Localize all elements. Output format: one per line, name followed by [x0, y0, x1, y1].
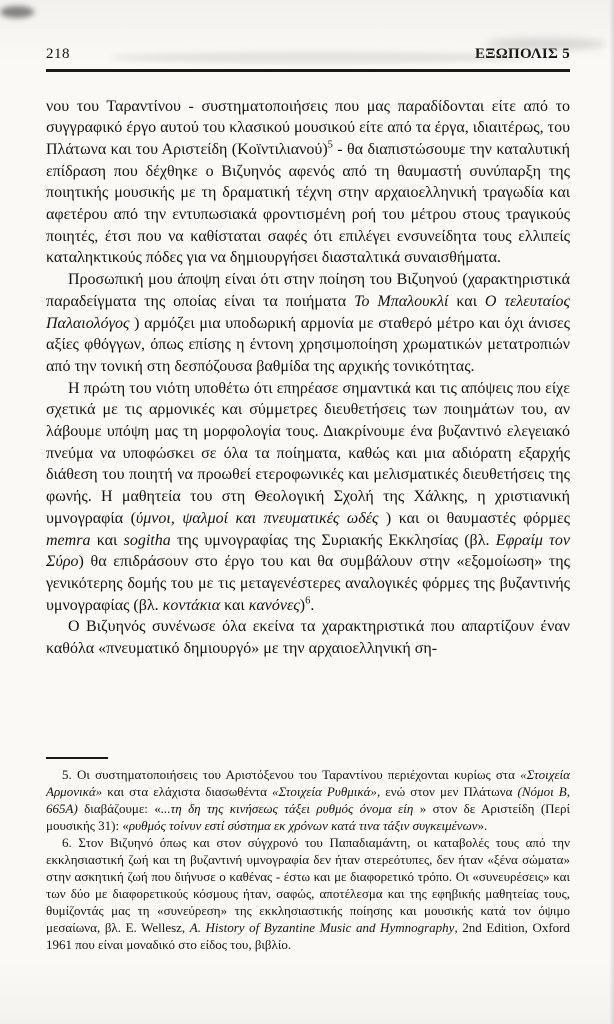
- paragraph: Η πρώτη του νιότη υποθέτω ότι επηρέασε σημαντικά και τις απόψεις που είχε σχετικά με τις αρμονικές και σύμμετρες διευθετήσεις των ποιημάτων του, αν λάβουμε υπόψη μας τη μορφολογία τους. Διακρίνουμε ένα βυζαντινό ελεγειακό πνεύμα να υποφώσκει σε όλα τα ποίηματα, καθώς και μια αδιόρατη εξαρχής διάθεση του ποιητή να προωθεί ετεροφωνικές και μελισματικές διευθετήσεις της φωνής. Η μαθητεία του στη Θεολογική Σχολή της Χάλκης, η χριστιανική υμνογραφία (ύμνοι, ψαλμοί και πνευματικές ωδές ) και οι θαυμαστές φόρμες memra και sogitha της υμνογραφίας της Συριακής Εκκλησίας (βλ. Εφραίμ τον Σύρο) θα επιδράσουν στο έργο του και θα συμβάλουν στην «εξομοίωση» της γενικότερης δομής του με τις μεταγενέστερες αναλογικές φόρμες της βυζαντινής υμνογραφίας (βλ. κοντάκια και κανόνες)$^6$.: [46, 379, 570, 614]
- footnotes-list: [46, 766, 570, 953]
- paragraph: 6. Στον Βιζυηνό όπως και στον σύγχρονό του Παπαδιαμάντη, οι καταβολές τους από την εκκλησιαστική ζωή και τη βυζαντινή υμνογραφία δεν ήταν στερεότυπες, δεν ήταν «ξένα σώματα» στην ασκητική ζωή που διήνυσε ο καθένας - έστω και με διαφορετικό τρόπο. Οι «συνευρέσεις» και των δύο με διαφορετικούς κόσμους ήταν, σαφώς, αποτέλεσμα και της εφηβικής μαθητείας τους, θυμίζοντάς μας τη «συνεύρεση» της εκκλησιαστικής ποίησης και μουσικής κατά τον όψιμο μεσαίωνα, βλ. E. Wellesz, A. History of Byzantine Music and Hymnography, 2nd Edition, Oxford 1961 που είναι μοναδικό στο είδος του, βιβλίο.: [46, 834, 570, 952]
- page-header: [46, 44, 570, 64]
- paragraph: νου του Ταραντίνου - συστηματοποιήσεις που μας παραδίδονται είτε από το συγγραφικό έργο αυτού του κλασικού μουσικού είτε από τα έργα, ιδιαιτέρως, του Πλάτωνα και του Αριστείδη $(Koϊ\nu\tau\iota\lambda\iota\alpha\nu oύ)^5$ - θα διαπιστώσουμε την καταλυτική επίδραση που δέχθηκε ο Βιζυηνός αφενός από τη θαυμαστή συνύπαρξη της ποιητικής μουσικής με τη δραματική τέχνη στην αρχαιοελληνική τραγωδία και αφετέρου από την εντυπωσιακά φροντισμένη ροή του μέτρου στους τραγικούς ποιητές, έτσι που να καθίσταται σαφές ότι επιλέγει ενσυνείδητα τους ελλιπείς καταληκτικούς πόδες για να δημιουργήσει διασταλτικά συναισθήματα.: [46, 97, 570, 267]
- body-text: [46, 96, 570, 751]
- header-rule: [46, 69, 570, 72]
- paragraph: 5. Οι συστηματοποιήσεις του Αριστόξενου του Ταραντίνου περιέχονται κυρίως στα «Στοιχεία Αρμονικά» και στα ελάχιστα διασωθέντα «Στοιχεία Ρυθμικά», ενώ στον μεν Πλάτωνα (Νόμοι Β, 665Α) διαβάζουμε: «...τη δη της κινήσεως τάξει ρυθμός όνομα είη » στον δε Αριστείδη (Περί μουσικής 31): «ρυθμός τοίνυν εστί σύστημα εκ χρόνων κατά τινα τάξιν συγκειμένων».: [46, 766, 570, 833]
- paragraph: Ο Βιζυηνός συνένωσε όλα εκείνα τα χαρακτηριστικά που απαρτίζουν έναν καθόλα «πνευματικό δημιουργό» με την αρχαιοελληνική ση-: [46, 618, 570, 658]
- page-number: 218: [46, 46, 70, 62]
- paragraph: Προσωπική μου άποψη είναι ότι στην ποίηση του Βιζυηνού (χαρακτηριστικά παραδείγματα της οποίας είναι τα ποιήματα Το Μπαλουκλί και Ο τελευταίος Παλαιολόγος ) αρμόζει μια υποδωρική αρμονία με σταθερό μέτρο και όχι άνισες αξίες φθόγγων, όπως επίσης η έντονη χρησιμοποίηση χρωματικών μετατροπιών από την τονική στη δεσπόζουσα βαθμίδα της αρχικής τονικότητας.: [46, 271, 570, 375]
- footnote-separator: [46, 757, 108, 759]
- scan-artifact: [0, 6, 34, 18]
- header-title: ΕΞΩΠΟΛΙΣ 5: [474, 46, 570, 62]
- scan-artifact: [609, 0, 614, 1024]
